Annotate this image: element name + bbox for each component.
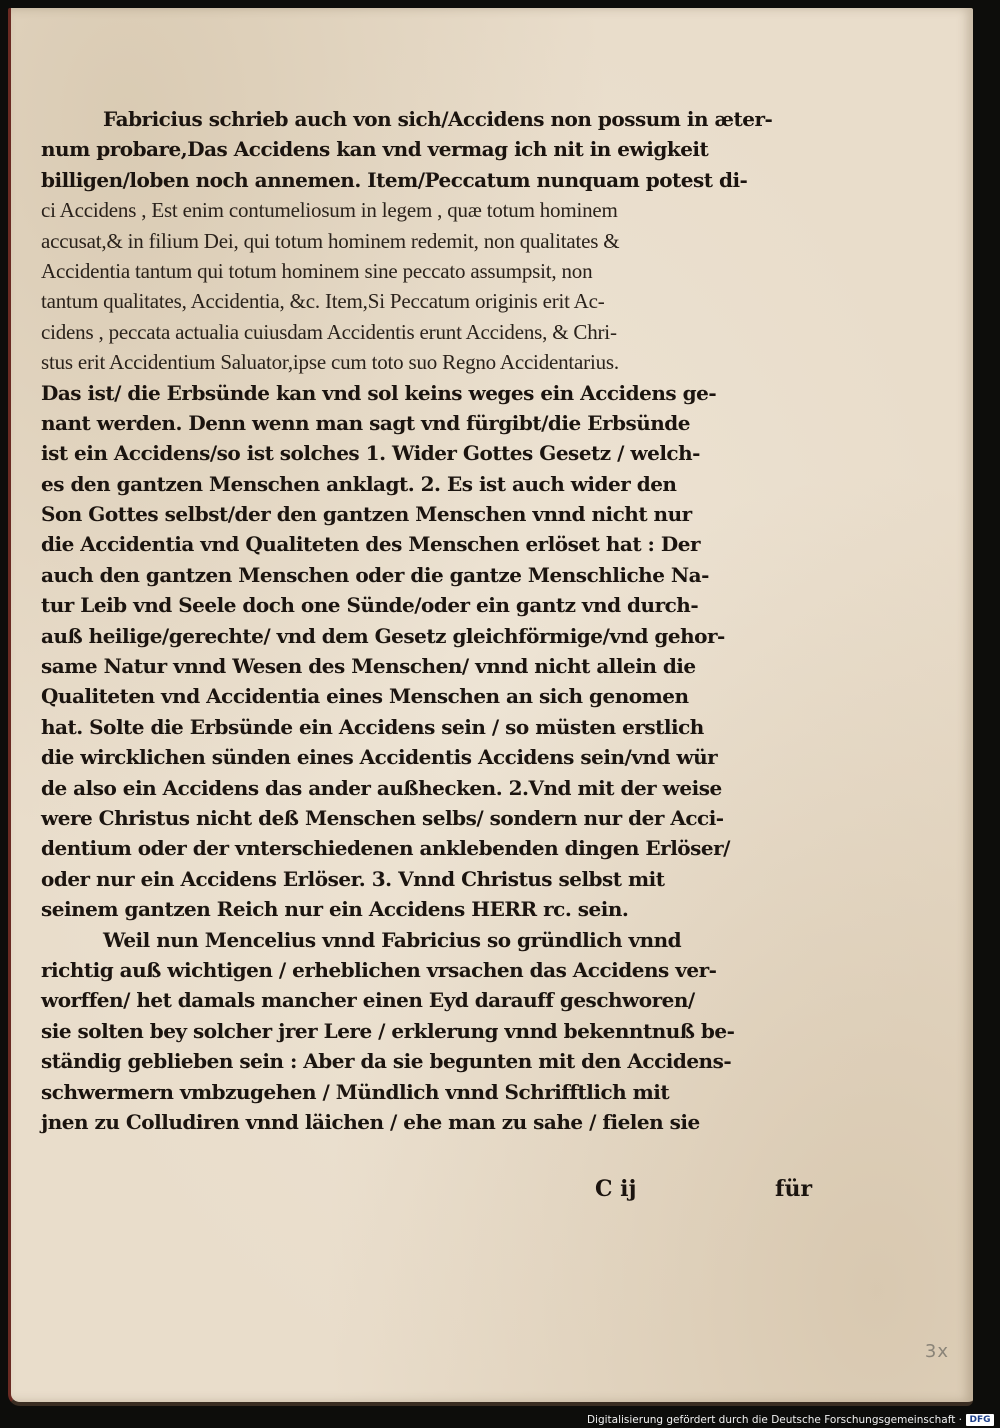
text-line: schwermern vmbzugehen / Mündlich vnnd Schrifftlich mit	[41, 1079, 670, 1104]
book-page-scan	[8, 8, 973, 1406]
text-line: hat. Solte die Erbsünde ein Accidens sein / so müsten erstlich	[41, 714, 704, 739]
dfg-credit-text: Digitalisierung gefördert durch die Deutsche Forschungsgemeinschaft ·	[586, 1414, 962, 1426]
text-line: dentium oder der vnterschiedenen anklebenden dingen Erlöser/	[41, 836, 730, 861]
text-line: Qualiteten vnd Accidentia eines Menschen an sich genomen	[41, 684, 689, 709]
credit-bar	[0, 1412, 1000, 1428]
text-line: die wircklichen sünden eines Accidentis Accidens sein/vnd wür	[41, 745, 718, 770]
text-line: ist ein Accidens/so ist solches 1. Wider Gottes Gesetz / welch-	[41, 441, 700, 466]
text-line: nant werden. Denn wenn man sagt vnd fürgibt/die Erbsünde	[41, 410, 691, 435]
text-line: Das ist/ die Erbsünde kan vnd sol keins weges ein Accidens ge-	[41, 380, 717, 405]
text-line: sie solten bey solcher jrer Lere / erklerung vnnd bekenntnuß be-	[41, 1018, 735, 1043]
text-line: es den gantzen Menschen anklagt. 2. Es ist auch wider den	[41, 471, 677, 496]
text-line: ci Accidens , Est enim contumeliosum in legem , quæ totum hominem	[41, 198, 618, 223]
dfg-logo: DFG	[966, 1414, 994, 1426]
page-text-block	[41, 104, 821, 1137]
text-line: num probare,Das Accidens kan vnd vermag ich nit in ewigkeit	[41, 137, 709, 162]
text-line: Accidentia tantum qui totum hominem sine peccato assumpsit, non	[41, 258, 593, 283]
text-line: ständig geblieben sein : Aber da sie begunten mit den Accidens-	[41, 1049, 732, 1074]
text-line: auch den gantzen Menschen oder die gantze Menschliche Na-	[41, 562, 709, 587]
text-line: Weil nun Mencelius vnnd Fabricius so gründlich vnnd	[103, 927, 682, 952]
text-line: de also ein Accidens das ander außhecken. 2.Vnd mit der weise	[41, 775, 722, 800]
text-line: richtig auß wichtigen / erheblichen vrsachen das Accidens ver-	[41, 957, 717, 982]
text-line: accusat,& in filium Dei, qui totum hominem redemit, non qualitates &	[41, 228, 620, 253]
text-line: worffen/ het damals mancher einen Eyd darauff geschworen/	[41, 988, 695, 1013]
text-line: die Accidentia vnd Qualiteten des Menschen erlöset hat : Der	[41, 532, 700, 557]
text-line: tur Leib vnd Seele doch one Sünde/oder ein gantz vnd durch-	[41, 593, 699, 618]
text-line: Son Gottes selbst/der den gantzen Menschen vnnd nicht nur	[41, 502, 692, 527]
text-line: oder nur ein Accidens Erlöser. 3. Vnnd Christus selbst mit	[41, 866, 665, 891]
catchword: für	[775, 1176, 813, 1202]
text-line: same Natur vnnd Wesen des Menschen/ vnnd nicht allein die	[41, 654, 696, 679]
text-line: cidens , peccata actualia cuiusdam Accidentis erunt Accidens, & Chri-	[41, 319, 617, 344]
text-line: Fabricius schrieb auch von sich/Accidens non possum in æter-	[103, 107, 773, 131]
text-line: auß heilige/gerechte/ vnd dem Gesetz gleichförmige/vnd gehor-	[41, 623, 725, 648]
text-line: jnen zu Colludiren vnnd läichen / ehe man zu sahe / fielen sie	[41, 1109, 700, 1134]
text-line: stus erit Accidentium Saluator,ipse cum toto suo Regno Accidentarius.	[41, 350, 619, 375]
text-line: seinem gantzen Reich nur ein Accidens HERR rc. sein.	[41, 897, 629, 922]
text-line: tantum qualitates, Accidentia, &c. Item,Si Peccatum originis erit Ac-	[41, 289, 605, 314]
pencil-folio-mark: 3x	[924, 1341, 949, 1362]
text-line: were Christus nicht deß Menschen selbs/ sondern nur der Acci-	[41, 805, 724, 830]
signature-mark: C ij	[595, 1176, 637, 1202]
text-line: billigen/loben noch annemen. Item/Peccatum nunquam potest di-	[41, 167, 748, 192]
page-footer	[11, 1176, 973, 1212]
